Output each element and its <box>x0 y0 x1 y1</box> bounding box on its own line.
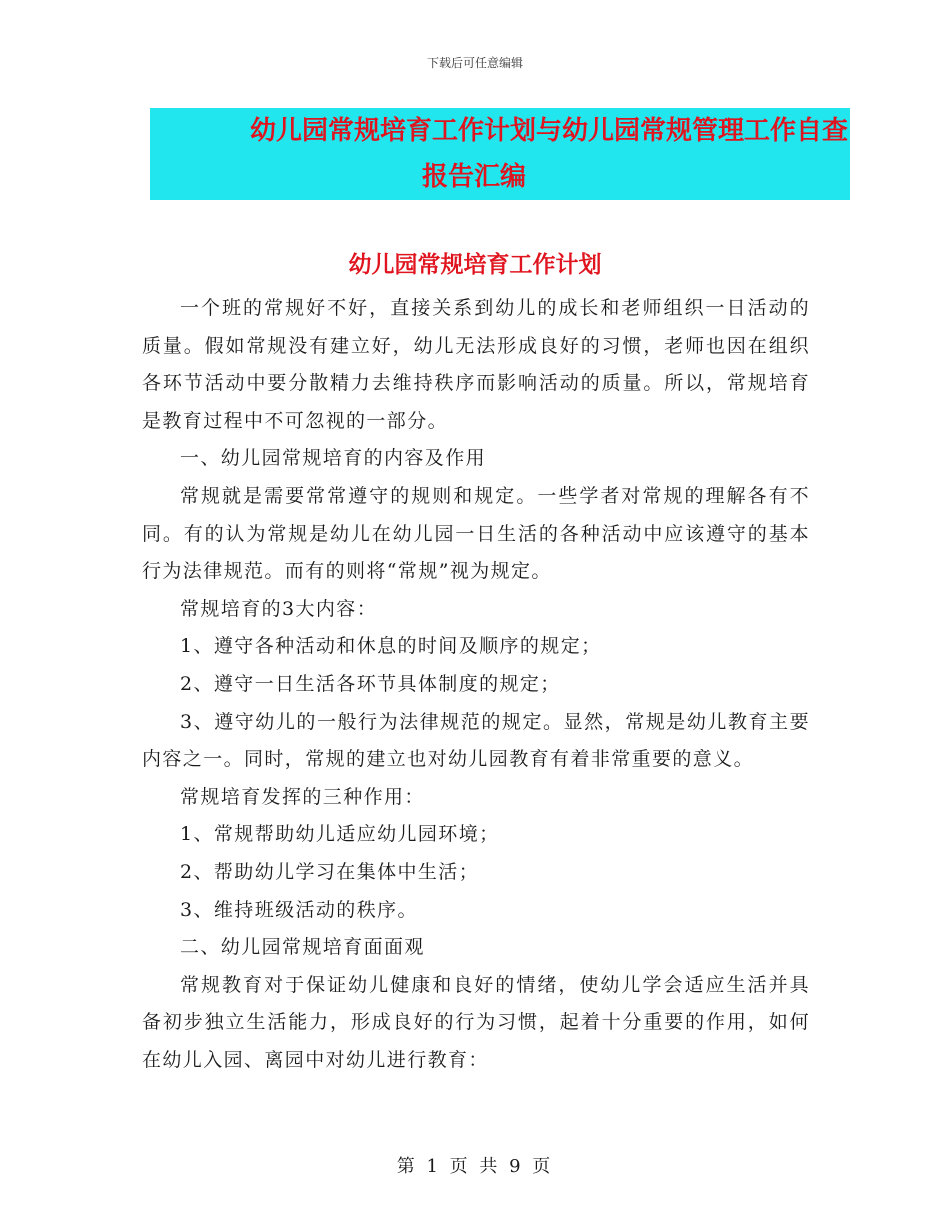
paragraph: 常规培育发挥的三种作用： <box>180 785 425 808</box>
paragraph: 一、幼儿园常规培育的内容及作用 <box>180 447 487 470</box>
page-footer: 第 1 页 共 9 页 <box>396 1156 554 1177</box>
paragraph: 2、遵守一日生活各环节具体制度的规定； <box>180 672 561 695</box>
paragraph: 2、帮助幼儿学习在集体中生活； <box>180 860 480 883</box>
document-title <box>150 108 850 200</box>
paragraph: 1、常规帮助幼儿适应幼儿园环境； <box>180 823 500 846</box>
paragraph: 常规就是需要常常遵守的规则和规定。一些学者对常规的理解各有不同。有的认为常规是幼儿在幼儿园一日生活的各种活动中应该遵守的基本行为法律规范。而有的则将“常规”视为规定。 <box>142 484 810 583</box>
paragraph: 3、维持班级活动的秩序。 <box>180 898 418 921</box>
paragraph: 二、幼儿园常规培育面面观 <box>180 936 425 959</box>
paragraph: 1、遵守各种活动和休息的时间及顺序的规定； <box>180 635 602 658</box>
paragraph: 常规培育的3大内容： <box>180 597 378 620</box>
section-title: 幼儿园常规培育工作计划 <box>348 252 602 278</box>
body-text <box>142 290 810 1079</box>
paragraph: 常规教育对于保证幼儿健康和良好的情绪，使幼儿学会适应生活并具备初步独立生活能力，形成良好的行为习惯，起着十分重要的作用，如何在幼儿入园、离园中对幼儿进行教育： <box>142 973 810 1071</box>
title-line-2: 报告汇编 <box>422 162 527 192</box>
header-note: 下载后可任意编辑 <box>426 56 523 70</box>
paragraph: 3、遵守幼儿的一般行为法律规范的规定。显然，常规是幼儿教育主要内容之一。同时，常规的建立也对幼儿园教育有着非常重要的意义。 <box>142 710 810 771</box>
paragraph: 一个班的常规好不好，直接关系到幼儿的成长和老师组织一日活动的质量。假如常规没有建立好，幼儿无法形成良好的习惯，老师也因在组织各环节活动中要分散精力去维持秩序而影响活动的质量。所以，常规培育是教育过程中不可忽视的一部分。 <box>142 297 810 432</box>
title-line-1: 幼儿园常规培育工作计划与幼儿园常规管理工作自查 <box>249 116 848 146</box>
